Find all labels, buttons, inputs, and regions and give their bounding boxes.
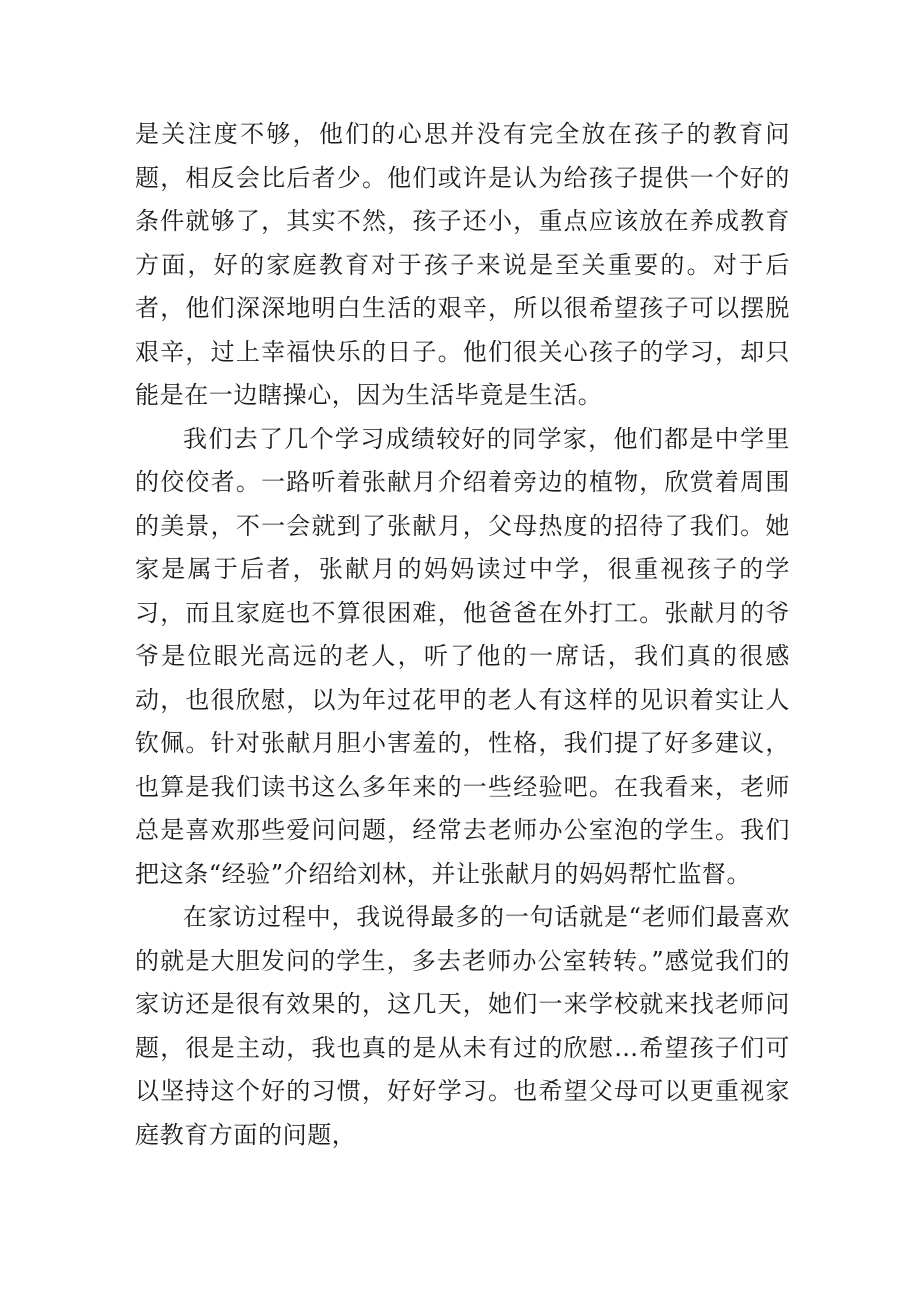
paragraph-3: 在家访过程中，我说得最多的一句话就是“老师们最喜欢的就是大胆发问的学生，多去老师办公室转转。”感觉我们的家访还是很有效果的，这几天，她们一来学校就来找老师问题，很是主动，我也真的是从未有过的欣慰…希望孩子们可以坚持这个好的习惯，好好学习。也希望父母可以更重视家庭教育方面的问题， [135, 903, 790, 1149]
document-body [135, 113, 790, 1157]
paragraph-1: 是关注度不够，他们的心思并没有完全放在孩子的教育问题，相反会比后者少。他们或许是认为给孩子提供一个好的条件就够了，其实不然，孩子还小，重点应该放在养成教育方面，好的家庭教育对于孩子来说是至关重要的。对于后者，他们深深地明白生活的艰辛，所以很希望孩子可以摆脱艰辛，过上幸福快乐的日子。他们很关心孩子的学习，却只能是在一边瞎操心，因为生活毕竟是生活。 [135, 120, 790, 409]
paragraph-2: 我们去了几个学习成绩较好的同学家，他们都是中学里的佼佼者。一路听着张献月介绍着旁边的植物，欣赏着周围的美景，不一会就到了张献月，父母热度的招待了我们。她家是属于后者，张献月的妈妈读过中学，很重视孩子的学习，而且家庭也不算很困难，他爸爸在外打工。张献月的爷爷是位眼光高远的老人，听了他的一席话，我们真的很感动，也很欣慰，以为年过花甲的老人有这样的见识着实让人钦佩。针对张献月胆小害羞的，性格，我们提了好多建议，也算是我们读书这么多年来的一些经验吧。在我看来，老师总是喜欢那些爱问问题，经常去老师办公室泡的学生。我们把这条“经验”介绍给刘林，并让张献月的妈妈帮忙监督。 [135, 424, 790, 888]
